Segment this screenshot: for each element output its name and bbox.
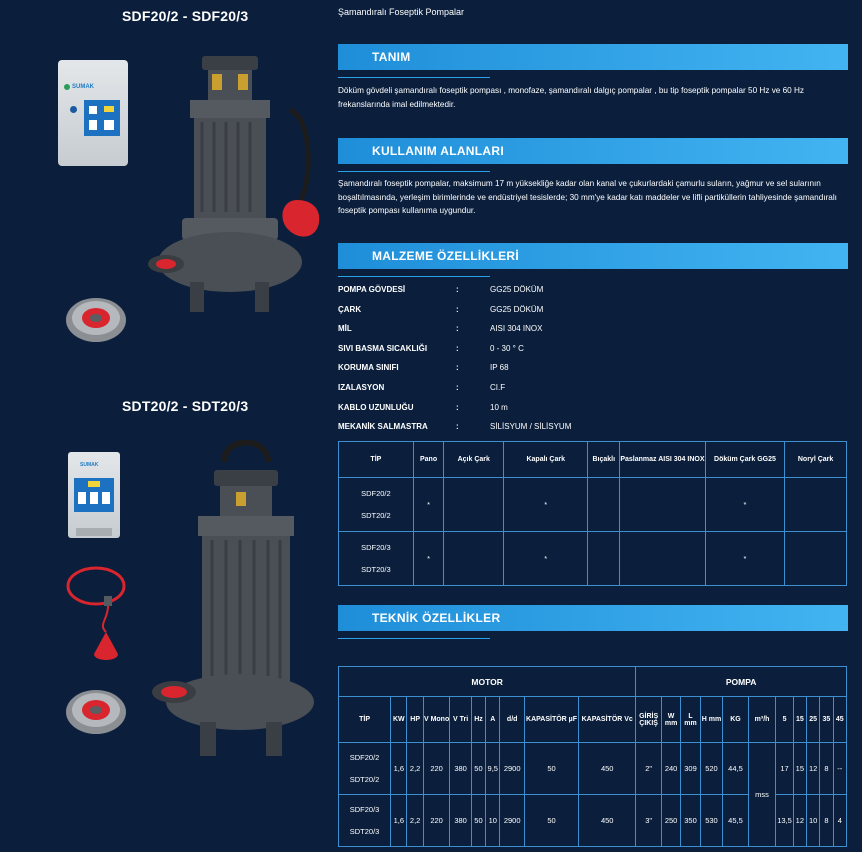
kullanim-heading-bar: [338, 138, 848, 164]
divider: [338, 638, 490, 639]
kullanim-heading: KULLANIM ALANLARI: [372, 144, 504, 158]
mss-cell: mss: [748, 743, 776, 847]
spec-row: IZALASYON : CI.F: [338, 383, 506, 392]
sdf-pump-image: [140, 50, 320, 320]
table-group-row: MOTOR POMPA: [339, 667, 847, 697]
spec-row: KORUMA SINIFI : IP 68: [338, 363, 509, 372]
table-row: SDF20/2 SDT20/2 * * *: [339, 478, 847, 532]
malzeme-heading-bar: [338, 243, 848, 269]
spec-row: MEKANİK SALMASTRA : SİLİSYUM / SİLİSYUM: [338, 422, 572, 431]
brand-logo-icon: [64, 84, 70, 90]
sdt-pump-image: [140, 440, 320, 760]
impeller-options-table: [338, 441, 847, 586]
spec-row: MİL : AISI 304 INOX: [338, 324, 543, 333]
table-header-row: TİP Pano Açık Çark Kapalı Çark Bıçaklı Paslanmaz AISI 304 INOX Döküm Çark GG25 Noryl Çark: [339, 442, 847, 478]
sdf-model-title: SDF20/2 - SDF20/3: [122, 8, 249, 24]
table-row: SDF20/2 SDT20/2 1,6 2,2 220 380 50 9,5 2900 50 450 2" 240 309 520 44,5 mss 17 15 12 8 --: [339, 743, 847, 795]
indicator-icon: [70, 106, 77, 113]
spec-row: KABLO UZUNLUĞU : 10 m: [338, 403, 508, 412]
float-switch-icon: [282, 200, 319, 237]
table-row: SDF20/3 SDT20/3 1,6 2,2 220 380 50 10 2900 50 450 3" 250 350 530 45,5 13,5 12 10 8 4: [339, 795, 847, 847]
divider: [338, 171, 490, 172]
table-row: SDF20/3 SDT20/3 * * *: [339, 532, 847, 586]
sdt-float-switch-image: [62, 560, 132, 670]
sdt-model-title: SDT20/2 - SDT20/3: [122, 398, 249, 414]
float-switch-icon: [94, 632, 118, 660]
malzeme-heading: MALZEME ÖZELLİKLERİ: [372, 249, 520, 263]
tanim-text: Döküm gövdeli şamandıralı foseptik pompası , monofaze, şamandıralı dalgıç pompalar , bu tip foseptik pompalar 50 Hz ve 60 Hz frekanslarında imal edilmektedir.: [338, 86, 805, 109]
table-header-row: TİP KW HP V Mono V Tri Hz A d/d KAPASİTÖR µF KAPASİTÖR Vc GİRİŞ ÇIKIŞ W mm L mm H mm KG m³/h 5 15 25 35 45: [339, 697, 847, 743]
spec-row: POMPA GÖVDESİ : GG25 DÖKÜM: [338, 285, 544, 294]
teknik-heading: TEKNİK ÖZELLİKLER: [372, 611, 501, 625]
spec-row: SIVI BASMA SICAKLIĞI : 0 - 30 ° C: [338, 344, 524, 353]
sdt-impeller-image: [64, 682, 128, 738]
panel-label-graphic: [84, 100, 120, 136]
sdf-impeller-image: [64, 290, 128, 346]
divider: [338, 276, 490, 277]
technical-specs-table: [338, 666, 847, 847]
panel-label-graphic: [74, 478, 114, 512]
sdf-panel-brand: SUMAK: [72, 84, 94, 90]
sdt-control-panel-image: [68, 452, 120, 538]
divider: [338, 77, 490, 78]
spec-row: ÇARK : GG25 DÖKÜM: [338, 305, 544, 314]
teknik-heading-bar: [338, 605, 848, 631]
sdf-control-panel-image: [58, 60, 128, 166]
sdt-panel-brand: SUMAK: [80, 462, 99, 468]
category-title: Şamandıralı Foseptik Pompalar: [338, 7, 465, 17]
tanim-heading: TANIM: [372, 50, 411, 64]
tanim-heading-bar: [338, 44, 848, 70]
kullanim-text: Şamandıralı foseptik pompalar, maksimum 17 m yüksekliğe kadar olan kanal ve çukurlardaki çamurlu suların, yağmur ve sel sularının boşaltılmasında, yerleşim birimlerinde ve endüstriyel tesislerde; 30 mm'ye kadar katı maddeler ve lifli partiküllerin tahliyesinde şamandıralı foseptik pompası kullanıma uygundur.: [338, 179, 837, 215]
